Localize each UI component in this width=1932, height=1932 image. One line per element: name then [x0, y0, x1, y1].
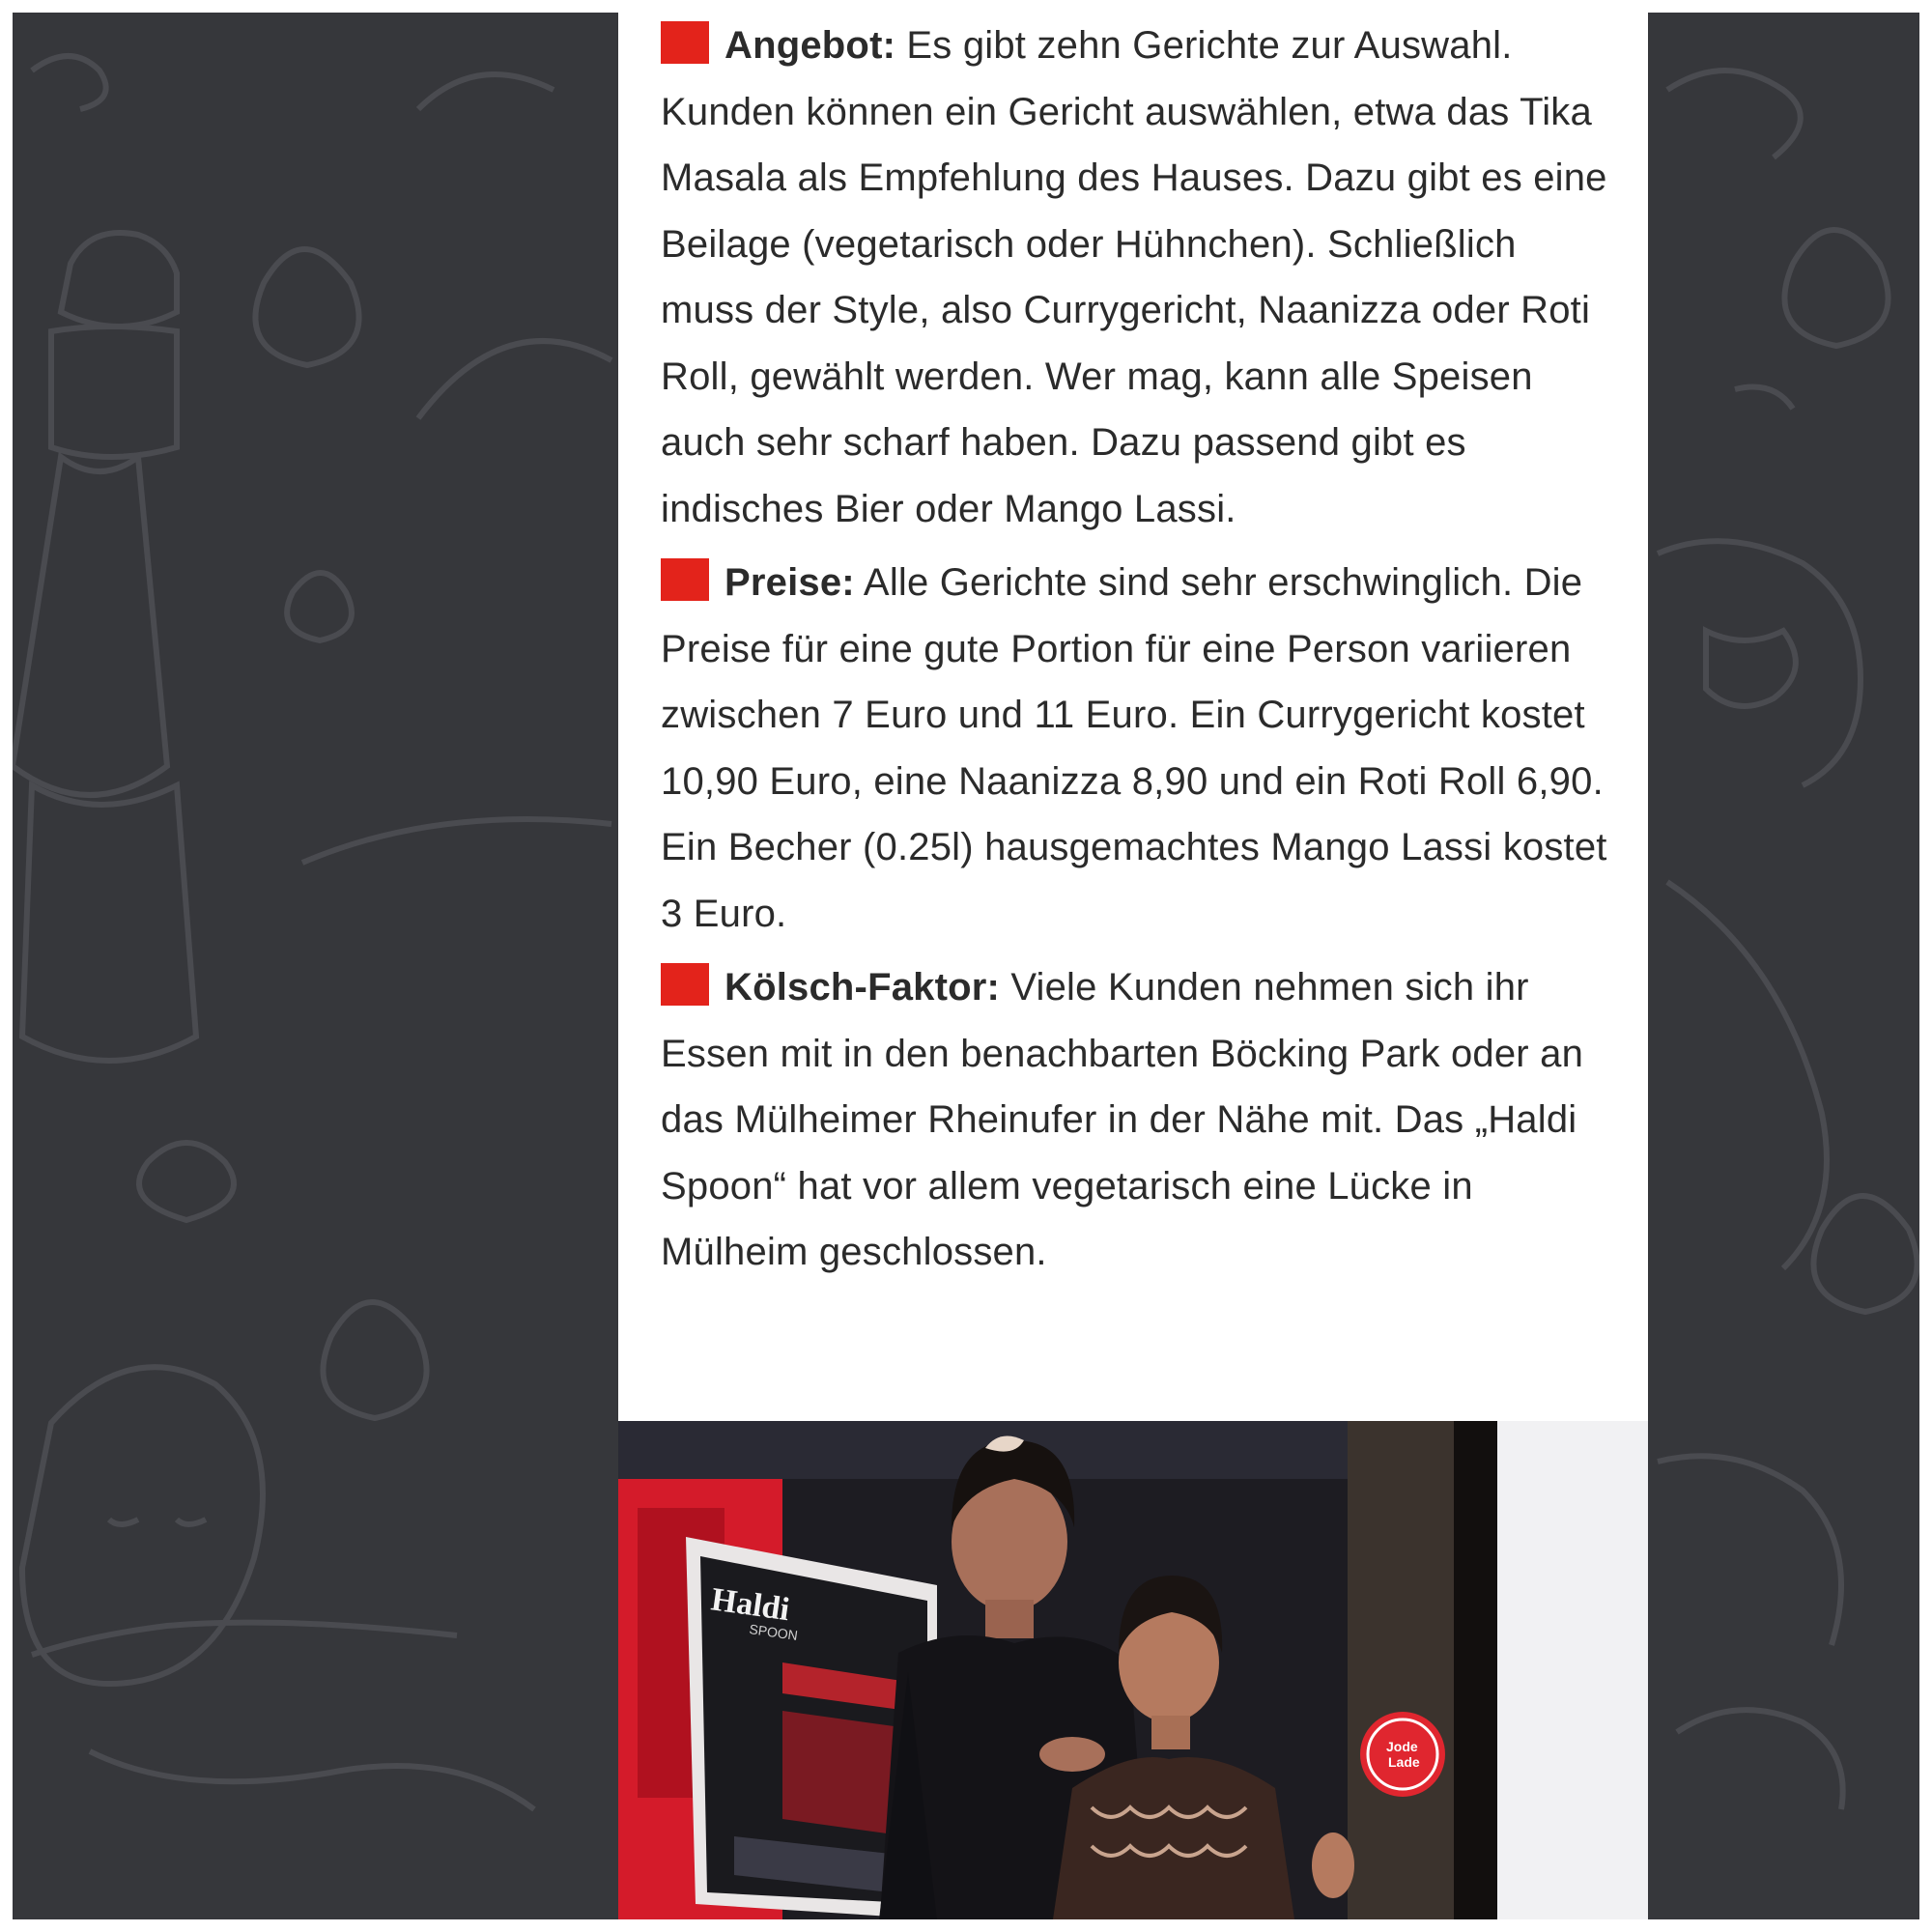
doodle-pattern-left: [13, 13, 618, 1919]
square-bullet-icon: [661, 963, 709, 1006]
sticker-line2: Lade: [1388, 1754, 1420, 1770]
section-preise: [661, 550, 1617, 947]
doodle-pattern-right: [1648, 13, 1919, 1919]
poster-sub: SPOON: [748, 1621, 799, 1644]
jode-lade-sticker: [1360, 1712, 1445, 1797]
poster-brand: Haldi: [708, 1581, 792, 1629]
section-koelsch-faktor: [661, 954, 1617, 1286]
article-panel: [618, 13, 1648, 1919]
section-text: Viele Kunden nehmen sich ihr Essen mit in den benachbarten Böcking Park oder an das Mülheimer Rheinufer in der Nähe mit. Das „Haldi Spoon“ hat vor allem vegetarisch eine Lücke in Mülheim geschlossen.: [661, 966, 1584, 1273]
page-background: [13, 13, 1919, 1919]
sticker-line1: Jode: [1386, 1739, 1418, 1754]
door-frame: [1348, 1421, 1454, 1919]
section-label: Kölsch-Faktor:: [724, 966, 1001, 1009]
section-label: Angebot:: [724, 24, 896, 67]
section-angebot: [661, 13, 1617, 542]
photo-illustration: [618, 1421, 1648, 1919]
section-label: Preise:: [724, 561, 855, 604]
white-wall: [1497, 1421, 1648, 1919]
restaurant-photo: [618, 1421, 1648, 1919]
section-text: Alle Gerichte sind sehr erschwinglich. Die Preise für eine gute Portion für eine Person variieren zwischen 7 Euro und 11 Euro. Ein Currygericht kostet 10,90 Euro, eine Naanizza 8,90 und ein Roti Roll 6,90. Ein Becher (0.25l) hausgemachtes Mango Lassi kostet 3 Euro.: [661, 561, 1607, 935]
square-bullet-icon: [661, 21, 709, 64]
section-text: Es gibt zehn Gerichte zur Auswahl. Kunden können ein Gericht auswählen, etwa das Tika Masala als Empfehlung des Hauses. Dazu gibt es eine Beilage (vegetarisch oder Hühnchen). Schließlich muss der Style, also Currygericht, Naanizza oder Roti Roll, gewählt werden. Wer mag, kann alle Speisen auch sehr scharf haben. Dazu passend gibt es indisches Bier oder Mango Lassi.: [661, 24, 1607, 530]
door-edge: [1454, 1421, 1497, 1919]
square-bullet-icon: [661, 558, 709, 601]
article-text: [661, 13, 1617, 1293]
